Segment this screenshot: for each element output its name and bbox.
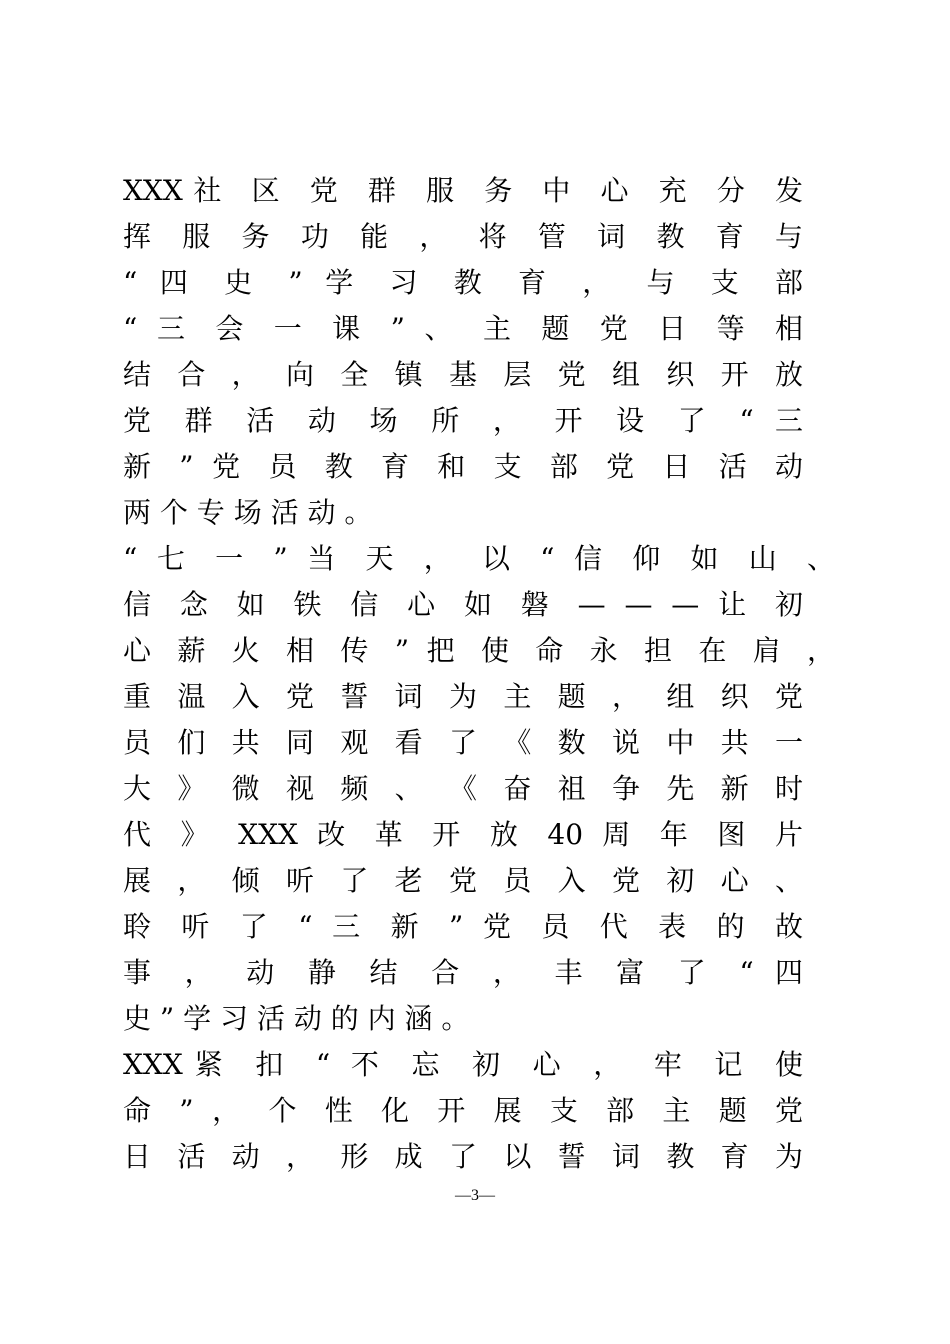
text-line: 结 合 ， 向 全 镇 基 层 党 组 织 开 放	[123, 358, 803, 391]
text-line: 员 们 共 同 观 看 了 《 数 说 中 共 一	[123, 726, 803, 759]
text-line: 信 念 如 铁 信 心 如 磐 — — — 让 初	[123, 588, 803, 621]
text-line: 代 》 XXX 改 革 开 放 40 周 年 图 片	[123, 818, 803, 851]
text-line: “ 七 一 ” 当 天 ， 以 “ 信 仰 如 山 、	[123, 542, 835, 575]
text-line: “ 四 史 ” 学 习 教 育 ， 与 支 部	[123, 266, 803, 299]
text-line: 聆 听 了 “ 三 新 ” 党 员 代 表 的 故	[123, 910, 803, 943]
text-line: 重 温 入 党 誓 词 为 主 题 ， 组 织 党	[123, 680, 803, 713]
text-line: 日 活 动 ， 形 成 了 以 誓 词 教 育 为	[123, 1140, 803, 1173]
text-line: XXX社 区 党 群 服 务 中 心 充 分 发	[123, 174, 803, 207]
text-line: 展 ， 倾 听 了 老 党 员 入 党 初 心 、	[123, 864, 803, 897]
text-line: 史 ” 学 习 活 动 的 内 涵 。	[123, 1002, 470, 1035]
text-line: 大 》 微 视 频 、 《 奋 祖 争 先 新 时	[123, 772, 803, 805]
page-number: —3—	[455, 1187, 495, 1204]
text-line: 命 ” ， 个 性 化 开 展 支 部 主 题 党	[123, 1094, 803, 1127]
text-line: “ 三 会 一 课 ” 、 主 题 党 日 等 相	[123, 312, 803, 345]
text-line: 新 ” 党 员 教 育 和 支 部 党 日 活 动	[123, 450, 803, 483]
text-line: XXX紧 扣 “ 不 忘 初 心 ， 牢 记 使	[123, 1048, 803, 1081]
text-line: 事 ， 动 静 结 合 ， 丰 富 了 “ 四	[123, 956, 803, 989]
text-line: 挥 服 务 功 能 ， 将 管 词 教 育 与	[123, 220, 803, 253]
text-line: 心 薪 火 相 传 ” 把 使 命 永 担 在 肩 ，	[123, 634, 835, 667]
text-line: 两 个 专 场 活 动 。	[123, 496, 373, 529]
text-line: 党 群 活 动 场 所 ， 开 设 了 “ 三	[123, 404, 803, 437]
